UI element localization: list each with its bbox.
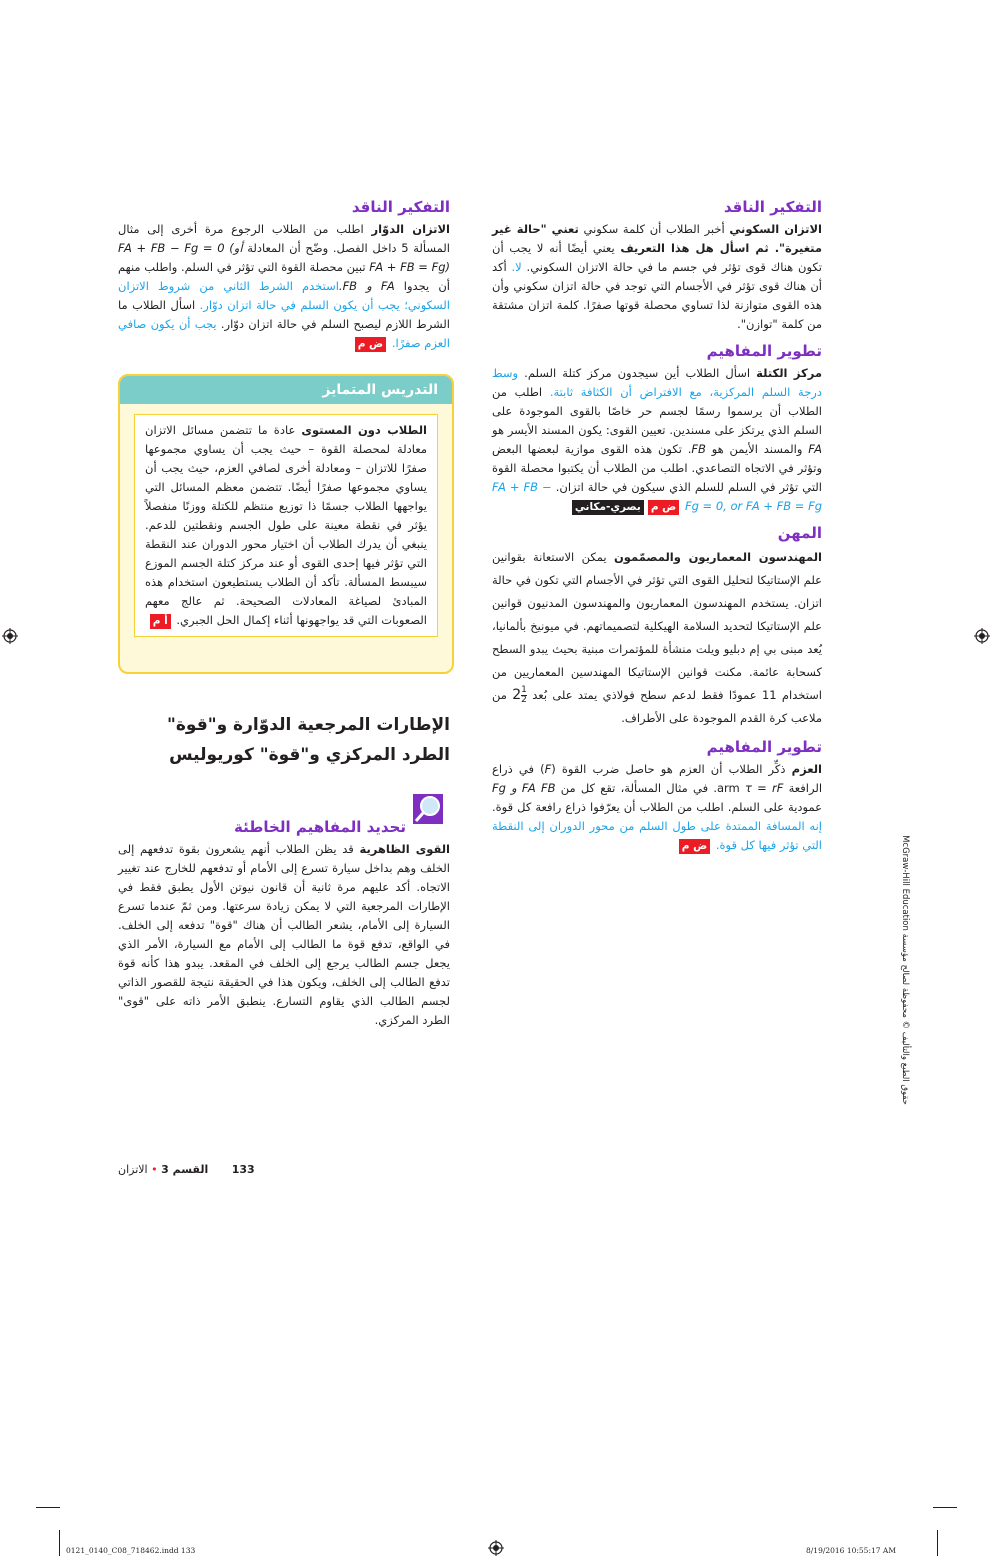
mixed-number: 2 $\frac{1}{2}$	[512, 685, 527, 705]
paragraph: المهندسون المعماريون والمصمّمون يمكن الاستعانة بقوانين علم الإستاتيكا لتحليل القوى التي تؤثر في الأجسام التي تكون في حالة اتزان. يستخدم المهندسون المعماريون والمهندسون المدنيون قوانين علم الإستاتيكا لتحديد السلامة الهيكلية لتصميماتهم. في ميونيخ بألمانيا، يُعد مبنى بي إم دبليو ويلت منشأة للمؤتمرات مبنية بحيث يبدو السطح كسحابة عائمة. مكنت قوانين الإستاتيكا المهندسين المعماريين من استخدام 11 عمودًا فقط لدعم سطح فولاذي يمتد على بُعد 2 $\frac{1}{2}$ من ملاعب كرة القدم الموجودة على الأطراف.	[492, 550, 822, 725]
equation: τ = rF	[745, 781, 784, 795]
box-title: التدريس المتمايز	[120, 376, 452, 404]
crop-mark	[36, 1507, 60, 1508]
term: الاتزان السكوني	[729, 222, 822, 236]
crop-mark	[937, 1530, 938, 1556]
right-column	[492, 196, 822, 855]
page-footer: 133 القسم 3 • الاتزان	[118, 1163, 255, 1176]
section-heading: التفكير الناقد	[351, 198, 450, 216]
section-heading: تطوير المفاهيم	[706, 342, 822, 360]
section-heading: المهن	[777, 524, 822, 542]
term: الاتزان الدوّار	[371, 222, 450, 236]
tag-badge: ض م	[355, 337, 386, 352]
section-title: الإطارات المرجعية الدوّارة و"قوة" الطرد المركزي و"قوة" كوريوليس	[167, 715, 450, 765]
crop-mark	[59, 1530, 60, 1556]
crop-mark	[933, 1507, 957, 1508]
equation: FA + FB − Fg = 0, or FA + FB = Fg	[492, 480, 822, 513]
tag-badge: أ م	[150, 614, 171, 629]
paragraph: العزم ذكِّر الطلاب أن العزم هو حاصل ضرب القوة (F) في ذراع الرافعة τ = rF arm. في مثال المسألة، تقع كل من FA FB و Fg عمودية على السلم. اطلب من الطلاب أن يعرّفوا ذراع رافعة كل قوة. إنه المسافة الممتدة على طول السلم من محور الدوران إلى النقطة التي تؤثر فيها كل قوة. ض م	[492, 762, 823, 852]
section-heading: تطوير المفاهيم	[706, 738, 822, 756]
registration-mark-icon	[974, 628, 990, 644]
term: القوى الظاهرية	[359, 842, 450, 856]
date-slug: 8/19/2016 10:55:17 AM	[806, 1546, 897, 1555]
paragraph: الاتزان السكوني أخبر الطلاب أن كلمة سكوني تعني "حالة غير متغيرة". ثم اسأل هل هذا التعريف يعني أيضًا أنه لا يجب أن تكون هناك قوى تؤثر في جسم ما في حالة الاتزان السكوني. لا. أكد أن هناك قوى تؤثر في الأجسام التي توجد في حالة اتزان سكوني وأن هذه القوى متوازنة لذا تساوي محصلة قوتها صفرًا. كلمة اتزان مشتقة من كلمة "توازن".	[492, 222, 822, 331]
term: الطلاب دون المستوى	[301, 423, 427, 437]
term: المهندسون المعماريون والمصمّمون	[613, 550, 822, 564]
file-slug: 0121_0140_C08_718462.indd 133	[66, 1546, 196, 1555]
paragraph: القوى الظاهرية قد يظن الطلاب أنهم يشعرون بقوة تدفعهم إلى الخلف وهم بداخل سيارة تسرع إلى الأمام أو تدفعهم للخارج عند تغيير الاتجاه. أكد عليهم مرة ثانية أن قانون نيوتن الأول يطبق فقط في الإطارات المرجعية التي لا يمكن زيادة سرعتها. ومن ثمّ عندما تسرع السيارة إلى الأمام، يشعر الطالب أن هناك "قوة" تدفعه إلى الخلف. في الواقع، تدفع قوة ما الطالب إلى الأمام مع السيارة، الأمر الذي يجعل جسم الطالب يرجع إلى الخلف في المقعد. يبدو هذا كأنه قوة تدفع الطالب إلى الخلف، ويكون هذا في الحقيقة نتيجة للقصور الذاتي لجسم الطالب الذي يقاوم التسارع. ينطبق الأمر ذاته على "قوى" الطرد المركزي.	[118, 842, 450, 1027]
paragraph: مركز الكتلة اسأل الطلاب أين سيجدون مركز كتلة السلم. وسط درجة السلم المركزية، مع الافتراض أن الكثافة ثابتة. اطلب من الطلاب أن يرسموا رسمًا لجسم حر خاصًا بالقوى الموجودة على السلم الذي يرتكز على مسندين. تعيين القوى: يكون المسند الأيسر هو FA والمسند الأيمن هو FB. تكون هذه القوى موازية لبعضها البعض وتؤثر في الاتجاه التصاعدي. اطلب من الطلاب أن يكتبوا محصلة القوة التي تؤثر في السلم للسلم الذي سيكون في حالة اتزان. FA + FB − Fg = 0, or FA + FB = Fg ض مبصري-مكاني	[492, 366, 823, 513]
tag-badge: ض م	[679, 839, 710, 854]
section-label: القسم 3	[161, 1163, 209, 1176]
registration-mark-icon	[488, 1540, 504, 1556]
registration-mark-icon	[2, 628, 18, 644]
box-content: الطلاب دون المستوى عادة ما تتضمن مسائل الاتزان معادلة لمحصلة القوة – حيث يجب أن يساوي مجموعها صفرًا للاتزان – ومعادلة أخرى لصافي العزم، حيث يجب أن يساوي مجموعها صفرًا أيضًا. تتضمن معظم المسائل التي يواجهها الطلاب جسمًا ذا توزيع منتظم للكتلة ووزنًا منفصلاً يؤثر في نقطة معينة على طول الجسم ونقطتين للدعم. ينبغي أن يدرك الطلاب أن اختيار محور الدوران عند النقطة التي تؤثر فيها إحدى القوى أو عند مركز كتلة الجسم الموزع سيبسط المسألة. تأكد أن الطلاب يستطيعون استخدام هذه المبادئ لصياغة المعادلات الصحيحة. ثم عالج معهم الصعوبات التي قد يواجهونها أثناء إكمال الحل الجبري. أ م	[134, 414, 438, 637]
tag-badge: بصري-مكاني	[572, 500, 644, 515]
term: مركز الكتلة	[756, 366, 822, 380]
page-number: 133	[231, 1163, 255, 1176]
section-name: الاتزان	[118, 1163, 148, 1176]
left-column-top	[118, 196, 450, 353]
equation: FA + FB − Fg = 0 (أو FA + FB = Fg)	[118, 241, 450, 274]
tag-badge: ض م	[648, 500, 679, 515]
copyright-note: حقوق الطبع والتأليف © محفوظة لصالح مؤسسة McGraw-Hill Education	[900, 835, 910, 1105]
section-heading: التفكير الناقد	[723, 198, 822, 216]
paragraph: الاتزان الدوّار اطلب من الطلاب الرجوع مرة أخرى إلى مثال المسألة 5 داخل الفصل. وضّح أن المعادلة FA + FB − Fg = 0 (أو FA + FB = Fg) تبين محصلة القوة التي تؤثر في السلم. واطلب منهم أن يجدوا FA و FB.استخدم الشرط الثاني من شروط الاتزان السكوني؛ يجب أن يكون السلم في حالة اتزان دوّار. اسأل الطلاب ما الشرط اللازم ليصبح السلم في حالة اتزان دوّار. يجب أن يكون صافي العزم صفرًا. ض م	[118, 222, 450, 350]
differentiated-instruction-box	[118, 374, 454, 674]
section-heading: تحديد المفاهيم الخاطئة	[234, 818, 406, 836]
left-column-bottom	[118, 816, 450, 1030]
term: العزم	[791, 762, 822, 776]
